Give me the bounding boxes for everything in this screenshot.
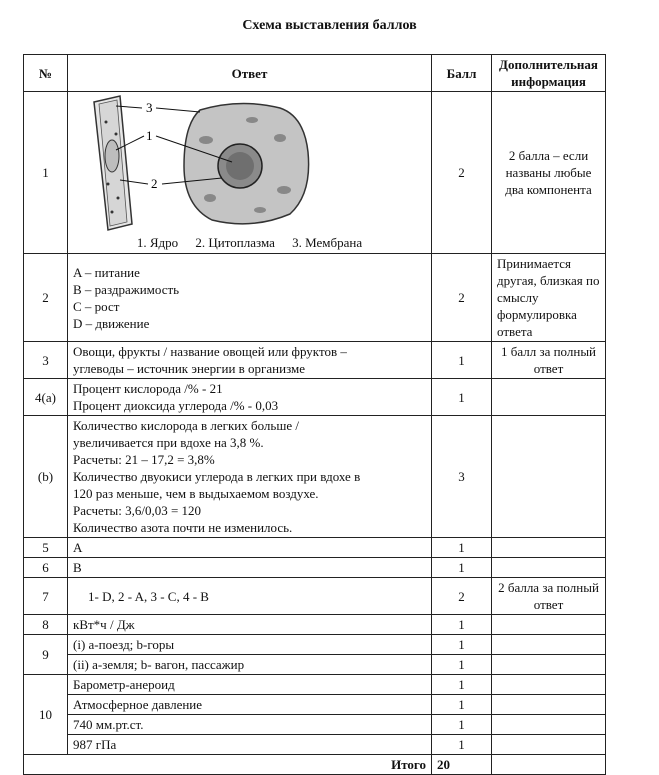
cell-illustration — [72, 94, 362, 232]
table-row — [24, 538, 606, 558]
label-3: 3 — [146, 100, 153, 115]
score-cell: 1 — [432, 615, 492, 635]
extra-cell: 2 балла за полный ответ — [492, 578, 606, 615]
round-cell — [184, 103, 309, 223]
total-row — [24, 755, 606, 775]
header-extra: Дополнительная информация — [492, 55, 606, 92]
score-cell: 1 — [432, 735, 492, 755]
answer-line: 120 раз меньше, чем в выдыхаемом воздухе. — [73, 486, 319, 501]
table-row — [24, 578, 606, 615]
answer-cell: (ii) а-земля; b- вагон, пассажир — [68, 655, 432, 675]
answer-line: C – рост — [73, 298, 120, 314]
scoring-table — [23, 54, 606, 775]
extra-cell — [492, 615, 606, 635]
pointer-3b — [156, 108, 200, 112]
row-num: 4(а) — [24, 379, 68, 416]
table-row — [24, 715, 606, 735]
extra-cell — [492, 735, 606, 755]
row-num: 6 — [24, 558, 68, 578]
answer-line: A – питание — [73, 264, 140, 280]
figure-caption — [72, 234, 427, 251]
answer-cell: 987 гПа — [68, 735, 432, 755]
answer-line: Процент кислорода /% - 21 — [73, 381, 223, 396]
extra-cell — [492, 755, 606, 775]
score-cell: 2 — [432, 254, 492, 342]
table-row — [24, 379, 606, 416]
score-cell: 1 — [432, 715, 492, 735]
extra-cell — [492, 379, 606, 416]
table-row — [24, 655, 606, 675]
answer-line: Количество двуокиси углерода в легких при вдохе в — [73, 469, 361, 484]
cell-diagram — [72, 94, 427, 232]
answer-line: Количество кислорода в легких больше / — [73, 418, 299, 433]
extra-cell: 2 балла – если названы любые два компонента — [492, 92, 606, 254]
row-num: 2 — [24, 254, 68, 342]
answer-line: D – движение — [73, 315, 150, 331]
header-row — [24, 55, 606, 92]
row-num: 8 — [24, 615, 68, 635]
caption-item: 1. Ядро — [136, 235, 179, 250]
table-row — [24, 254, 606, 342]
answer-cell: Барометр-анероид — [68, 675, 432, 695]
label-1: 1 — [146, 128, 153, 143]
score-cell: 2 — [432, 92, 492, 254]
answer-cell: 740 мм.рт.ст. — [68, 715, 432, 735]
extra-cell — [492, 416, 606, 538]
extra-cell: 1 балл за полный ответ — [492, 342, 606, 379]
extra-cell — [492, 558, 606, 578]
score-cell: 1 — [432, 538, 492, 558]
table-row — [24, 92, 606, 254]
answer-cell: Атмосферное давление — [68, 695, 432, 715]
score-cell: 1 — [432, 635, 492, 655]
score-cell: 1 — [432, 342, 492, 379]
total-value: 20 — [432, 755, 492, 775]
score-cell: 1 — [432, 675, 492, 695]
answer-cell: B — [68, 558, 432, 578]
table-row — [24, 416, 606, 538]
score-cell: 1 — [432, 695, 492, 715]
label-2: 2 — [151, 176, 158, 191]
answer-cell — [68, 379, 432, 416]
extra-cell — [492, 655, 606, 675]
answer-line: Расчеты: 3,6/0,03 = 120 — [73, 503, 202, 518]
answer-cell: 1- D, 2 - A, 3 - C, 4 - B — [68, 578, 432, 615]
page-title: Схема выставления баллов — [242, 18, 417, 33]
answer-line: Овощи, фрукты / название овощей или фруктов – — [73, 344, 347, 359]
row-num: (b) — [24, 416, 68, 538]
caption-item: 3. Мембрана — [292, 235, 363, 250]
row-num: 1 — [24, 92, 68, 254]
extra-cell: Принимается другая, близкая по смыслу формулировка ответа — [492, 254, 606, 342]
score-cell: 1 — [432, 558, 492, 578]
score-cell: 3 — [432, 416, 492, 538]
score-cell: 1 — [432, 655, 492, 675]
header-answer: Ответ — [68, 55, 432, 92]
row-num: 5 — [24, 538, 68, 558]
table-row — [24, 635, 606, 655]
answer-line: Расчеты: 21 – 17,2 = 3,8% — [73, 452, 215, 467]
answer-line: Процент диоксида углерода /% - 0,03 — [73, 398, 279, 413]
table-row — [24, 695, 606, 715]
row-num: 3 — [24, 342, 68, 379]
answer-cell — [68, 92, 432, 254]
answer-cell: (i) а-поезд; b-горы — [68, 635, 432, 655]
extra-cell — [492, 635, 606, 655]
caption-item: 2. Цитоплазма — [195, 235, 275, 250]
extra-cell — [492, 695, 606, 715]
answer-line: увеличивается при вдохе на 3,8 %. — [73, 435, 264, 450]
answer-cell — [68, 254, 432, 342]
elongated-cell — [94, 96, 132, 230]
header-score: Балл — [432, 55, 492, 92]
score-cell: 1 — [432, 379, 492, 416]
extra-cell — [492, 715, 606, 735]
answer-line: углеводы – источник энергии в организме — [73, 361, 306, 376]
answer-line: B – раздражимость — [73, 281, 180, 297]
table-row — [24, 615, 606, 635]
table-row — [24, 342, 606, 379]
answer-line: Количество азота почти не изменилось. — [73, 520, 293, 535]
table-row — [24, 558, 606, 578]
extra-cell — [492, 675, 606, 695]
total-label: Итого — [24, 755, 432, 775]
extra-cell — [492, 538, 606, 558]
row-num: 10 — [24, 675, 68, 755]
score-cell: 2 — [432, 578, 492, 615]
table-row — [24, 675, 606, 695]
answer-cell — [68, 416, 432, 538]
table-row — [24, 735, 606, 755]
answer-cell — [68, 342, 432, 379]
row-num: 7 — [24, 578, 68, 615]
answer-cell: кВт*ч / Дж — [68, 615, 432, 635]
header-num: № — [24, 55, 68, 92]
answer-cell: A — [68, 538, 432, 558]
row-num: 9 — [24, 635, 68, 675]
